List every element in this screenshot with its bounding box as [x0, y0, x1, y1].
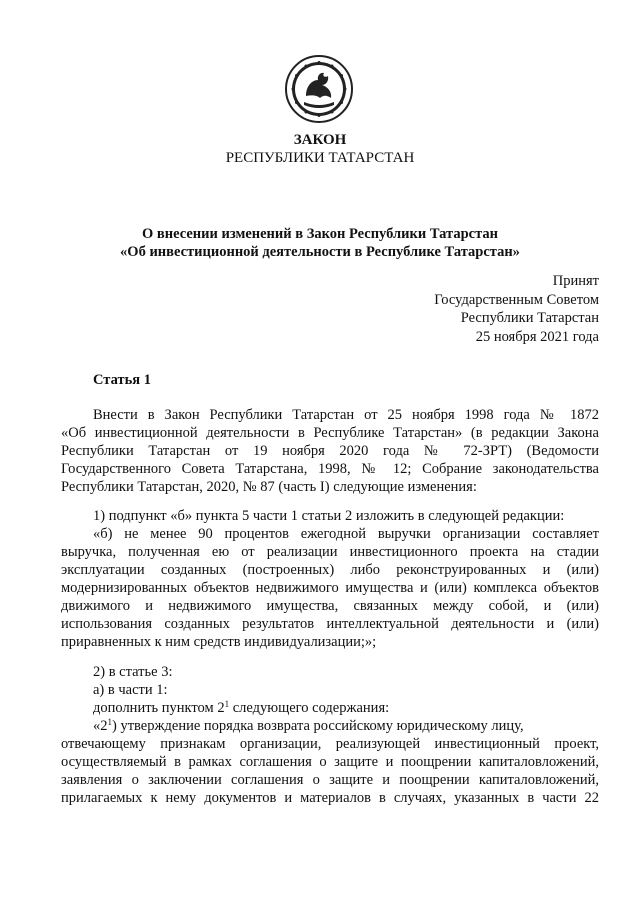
article-heading: Статья 1 — [93, 372, 151, 388]
text-line: использования созданных результатов интеллектуальной деятельности и (или) — [61, 616, 599, 632]
document-type-title: ЗАКОН — [293, 132, 347, 148]
text-line: 2) в статье 3: — [93, 664, 173, 680]
text-line: прилагаемых к нему документов и материалов в случаях, указанных в части 22 — [61, 790, 599, 806]
tatarstan-coat-of-arms-icon — [284, 54, 354, 124]
text-line: отвечающему признакам организации, реализующей инвестиционный проект, — [61, 736, 599, 752]
text-line: приравненных к ним средств индивидуализации;»; — [61, 634, 377, 650]
text-line: Республики Татарстан, 2020, № 87 (часть I) следующие изменения: — [61, 479, 477, 495]
text-line: 1) подпункт «б» пункта 5 части 1 статьи 2 изложить в следующей редакции: — [93, 508, 565, 524]
text-line: Внести в Закон Республики Татарстан от 25 ноября 1998 года № 1872 — [93, 407, 599, 423]
text-line: выручка, полученная ею от реализации инвестиционного проекта на стадии — [61, 544, 599, 560]
text-line: осуществляемый в рамках соглашения о защите и поощрении капиталовложений, — [61, 754, 599, 770]
adoption-line-3: Республики Татарстан — [460, 310, 599, 326]
law-title-line-1: О внесении изменений в Закон Республики Татарстан — [142, 226, 498, 242]
issuer-title: РЕСПУБЛИКИ ТАТАРСТАН — [225, 150, 415, 166]
text-fragment: дополнить пунктом 2 — [93, 700, 225, 716]
text-fragment: следующего содержания: — [232, 700, 390, 716]
text-line: эксплуатации созданных (построенных) либо реконструированных и (или) — [61, 562, 599, 578]
law-title-line-2: «Об инвестиционной деятельности в Республике Татарстан» — [120, 244, 520, 260]
text-line: «б) не менее 90 процентов ежегодной выручки организации составляет — [93, 526, 599, 542]
text-line: движимого и недвижимого имущества, связанных между собой, и (или) — [61, 598, 599, 614]
superscript: 1 — [224, 699, 230, 709]
text-line: модернизированных объектов недвижимого имущества и (или) комплекса объектов — [61, 580, 599, 596]
text-line: а) в части 1: — [93, 682, 168, 698]
adoption-date: 25 ноября 2021 года — [475, 328, 599, 345]
text-fragment: «2 — [93, 718, 108, 734]
text-line: Республики Татарстан от 19 ноября 2020 года № 72-ЗРТ) (Ведомости — [61, 443, 599, 459]
text-line: заявления о заключении соглашения о защите и поощрении капиталовложений, — [61, 772, 599, 788]
text-line — [93, 717, 599, 735]
text-line: «Об инвестиционной деятельности в Республике Татарстан» (в редакции Закона — [61, 425, 599, 441]
adoption-line-2: Государственным Советом — [434, 291, 599, 308]
superscript: 1 — [107, 717, 112, 727]
text-line — [93, 699, 599, 717]
text-fragment: ) утверждение порядка возврата российскому юридическому лицу, — [112, 718, 524, 734]
adoption-line-1: Принят — [552, 273, 599, 289]
adoption-block — [434, 272, 599, 346]
text-line: Государственного Совета Татарстана, 1998, № 12; Собрание законодательства — [61, 461, 599, 477]
